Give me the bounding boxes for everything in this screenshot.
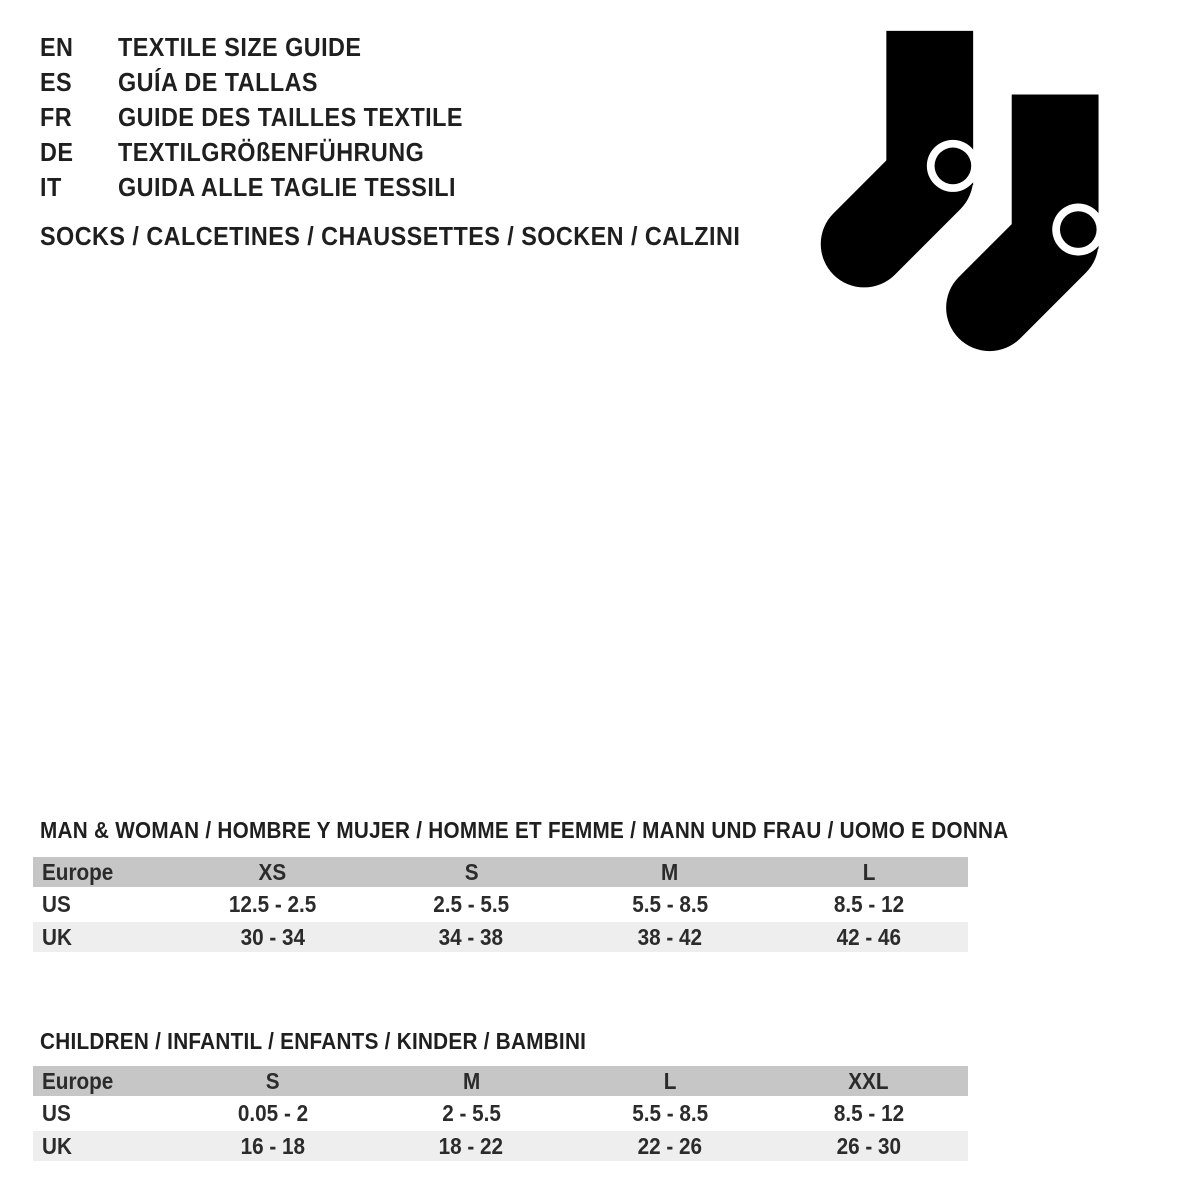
size-cell: 8.5 - 12 [833, 1100, 904, 1126]
language-row-de [40, 135, 501, 170]
table-row-uk [33, 922, 968, 952]
language-row-fr [40, 100, 501, 135]
language-row-es [40, 65, 501, 100]
row-label: US [42, 891, 71, 917]
size-cell: 42 - 46 [836, 924, 901, 950]
language-title: GUÍA DE TALLAS [118, 67, 318, 97]
language-row-en [40, 30, 501, 65]
size-cell: 8.5 - 12 [833, 891, 904, 917]
column-header: S [265, 1068, 280, 1094]
language-code: EN [40, 32, 74, 62]
size-cell: 16 - 18 [240, 1133, 305, 1159]
language-row-it [40, 170, 501, 205]
column-header: XS [258, 859, 287, 885]
row-label: US [42, 1100, 71, 1126]
sock-right [990, 95, 1105, 308]
sock-left [864, 31, 979, 244]
language-code: FR [40, 102, 73, 132]
column-header: S [464, 859, 479, 885]
table-header-row [33, 1066, 968, 1096]
table-row-uk [33, 1131, 968, 1161]
language-code: IT [40, 172, 62, 202]
table-header-row [33, 857, 968, 887]
language-code: ES [40, 67, 73, 97]
column-header: L [862, 859, 875, 885]
size-table-children [33, 1066, 968, 1161]
row-label: UK [42, 1133, 72, 1159]
column-header: M [661, 859, 679, 885]
column-header: Europe [42, 859, 114, 885]
size-table-adults [33, 857, 968, 952]
children-table-title: CHILDREN / INFANTIL / ENFANTS / KINDER / BAMBINI [40, 1028, 587, 1054]
column-header: XXL [848, 1068, 889, 1094]
language-title: TEXTILE SIZE GUIDE [118, 32, 362, 62]
language-title: GUIDE DES TAILLES TEXTILE [118, 102, 463, 132]
language-title: TEXTILGRÖßENFÜHRUNG [118, 137, 425, 167]
size-cell: 26 - 30 [836, 1133, 901, 1159]
size-cell: 34 - 38 [439, 924, 504, 950]
size-cell: 18 - 22 [439, 1133, 504, 1159]
column-header: M [462, 1068, 480, 1094]
column-header: L [663, 1068, 677, 1094]
size-cell: 2 - 5.5 [441, 1100, 501, 1126]
category-title: SOCKS / CALCETINES / CHAUSSETTES / SOCKEN / CALZINI [40, 221, 741, 251]
size-cell: 12.5 - 2.5 [228, 891, 317, 917]
size-cell: 22 - 26 [637, 1133, 703, 1159]
row-label: UK [42, 924, 72, 950]
language-code: DE [40, 137, 74, 167]
language-list [40, 30, 501, 205]
language-title: GUIDA ALLE TAGLIE TESSILI [118, 172, 456, 202]
size-cell: 0.05 - 2 [237, 1100, 308, 1126]
column-header: Europe [42, 1068, 114, 1094]
size-cell: 38 - 42 [637, 924, 703, 950]
adults-table-title: MAN & WOMAN / HOMBRE Y MUJER / HOMME ET FEMME / MANN UND FRAU / UOMO E DONNA [40, 817, 1009, 843]
table-row-us [33, 1098, 968, 1129]
socks-icon [814, 26, 1113, 354]
size-cell: 2.5 - 5.5 [433, 891, 510, 917]
size-cell: 5.5 - 8.5 [631, 891, 708, 917]
size-cell: 5.5 - 8.5 [631, 1100, 708, 1126]
table-row-us [33, 889, 968, 920]
size-cell: 30 - 34 [240, 924, 305, 950]
